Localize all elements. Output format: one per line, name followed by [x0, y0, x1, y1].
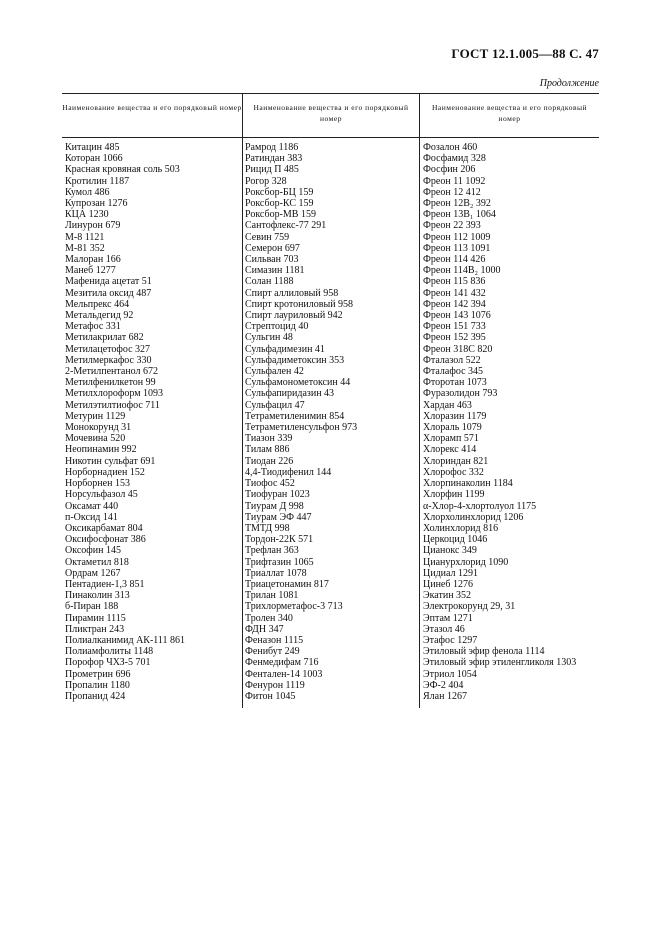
substance-entry: Трифтазин 1065: [245, 556, 314, 568]
substance-entry: Кротилин 1187: [65, 175, 130, 187]
substance-entry: Метилмеркафос 330: [65, 354, 152, 366]
substance-entry: Ялан 1267: [423, 690, 467, 702]
substance-entry: Сильван 703: [245, 254, 299, 266]
substance-entry: ФДН 347: [245, 623, 284, 635]
substance-entry: Хлоразин 1179: [423, 410, 487, 422]
substance-entry: Никотин сульфат 691: [65, 455, 156, 467]
substance-entry: Этафос 1297: [423, 634, 478, 646]
substance-entry: Метафос 331: [65, 321, 121, 333]
substance-entry: Фреон 114 426: [423, 254, 486, 266]
substance-entry: Сульфацил 47: [245, 399, 305, 411]
substance-entry: Тиодан 226: [245, 455, 294, 467]
substance-entry: Купрозан 1276: [65, 198, 128, 210]
substance-entry: Метурин 1129: [65, 410, 126, 422]
substance-entry: Рамрод 1186: [245, 142, 299, 153]
substance-entry: Фреон 141 432: [423, 287, 486, 299]
substance-entry: Сульфапиридазин 43: [245, 388, 335, 400]
substance-entry: Сульгин 48: [245, 332, 293, 344]
substance-entry: Фталафос 345: [423, 366, 484, 378]
substance-entry: Линурон 679: [65, 220, 121, 232]
substance-table: [62, 93, 599, 708]
substance-entry: Семерон 697: [245, 242, 300, 254]
substance-entry: Фосфин 206: [423, 164, 476, 176]
substance-entry: α-Хлор-4-хлортолуол 1175: [423, 500, 537, 512]
substance-entry: Цидиал 1291: [423, 567, 479, 579]
substance-entry: Полиамфолиты 1148: [65, 646, 154, 658]
substance-entry: Фосфамид 328: [423, 153, 486, 165]
substance-entry: Цианурхлорид 1090: [423, 556, 509, 568]
substance-entry: Эптам 1271: [423, 612, 473, 624]
substance-entry: Тролен 340: [245, 612, 293, 624]
substance-entry: Прометрин 696: [65, 668, 131, 680]
substance-entry: Оксикарбамат 804: [65, 522, 143, 534]
substance-entry: Ордрам 1267: [65, 567, 121, 579]
substance-entry: Мочевина 520: [65, 433, 126, 445]
substance-entry: ТМТД 998: [245, 522, 290, 534]
substance-entry: Цианокс 349: [423, 545, 477, 557]
substance-entry: Красная кровяная соль 503: [65, 164, 180, 176]
substance-entry: Норсульфазол 45: [65, 489, 138, 501]
column-divider-1: [242, 93, 243, 708]
substance-entry: Фреон 12 412: [423, 186, 481, 198]
substance-entry: Тиазон 339: [245, 433, 293, 445]
substance-entry: Норборнадиен 152: [65, 466, 145, 478]
substance-entry: Сульфадимезин 41: [245, 343, 325, 355]
substance-entry: Метилакрилат 682: [65, 332, 144, 344]
substance-entry: Сульфадиметоксин 353: [245, 354, 345, 366]
substance-entry: Фреон 11 1092: [423, 175, 486, 187]
substance-entry: Манеб 1277: [65, 265, 116, 277]
substance-entry: Фреон 318С 820: [423, 343, 493, 355]
substance-entry: Хлорофос 332: [423, 466, 484, 478]
substance-entry: Этриол 1054: [423, 668, 477, 680]
substance-entry: Хлорамп 571: [423, 433, 479, 445]
substance-entry: Норборнен 153: [65, 478, 130, 490]
substance-entry: КЦА 1230: [65, 209, 109, 221]
substance-entry: Хлорхолинхлорид 1206: [423, 511, 524, 523]
column-header-2: Наименование вещества и его порядковый номер: [253, 103, 409, 123]
substance-entry: М-81 352: [65, 242, 105, 254]
column-header-1: Наименование вещества и его порядковый номер: [62, 103, 242, 112]
substance-entry: Мезитила оксид 487: [65, 287, 152, 299]
substance-entry: Хлорекс 414: [423, 444, 477, 456]
substance-entry: Фреон 143 1076: [423, 310, 491, 322]
substance-entry: Роксбор-МВ 159: [245, 209, 316, 221]
substance-entry: Трилан 1081: [245, 590, 299, 602]
substance-entry: Этиловый эфир фенола 1114: [423, 646, 545, 658]
substance-entry: Пентадиен-1,3 851: [65, 578, 145, 590]
continuation-label: Продолжение: [539, 78, 599, 89]
column-divider-2: [419, 93, 420, 708]
substance-entry: б-Пиран 188: [65, 601, 119, 613]
substance-entry: Монокорунд 31: [65, 422, 132, 434]
substance-entry: Хардан 463: [423, 399, 472, 411]
substance-column-2: [245, 142, 418, 702]
substance-entry: Фозалон 460: [423, 142, 478, 153]
substance-entry: Метилфенилкетон 99: [65, 377, 156, 389]
substance-entry: Триаллат 1078: [245, 567, 307, 579]
substance-entry: Мафенида ацетат 51: [65, 276, 152, 288]
substance-entry: Фуразолидон 793: [423, 388, 498, 400]
substance-entry: Метилацетофос 327: [65, 343, 151, 355]
substance-entry: Мельпрекс 464: [65, 298, 130, 310]
substance-entry: Ратиндан 383: [245, 153, 303, 165]
substance-entry: Пликтран 243: [65, 623, 125, 635]
substance-entry: Пирамин 1115: [65, 612, 126, 624]
column-header-3: Наименование вещества и его порядковый номер: [431, 103, 588, 123]
substance-entry: Пропанид 424: [65, 690, 126, 702]
substance-entry: Оксифосфонат 386: [65, 534, 146, 546]
substance-entry: Фентален-14 1003: [245, 668, 323, 680]
substance-entry: Трихлорметафос-3 713: [245, 601, 343, 613]
substance-entry: Тиурам ЭФ 447: [245, 511, 312, 523]
substance-entry: Электрокорунд 29, 31: [423, 601, 516, 613]
substance-entry: Порофор ЧХЗ-5 701: [65, 657, 151, 669]
substance-entry: Экатин 352: [423, 590, 472, 602]
substance-entry: Фенурон 1119: [245, 679, 305, 691]
substance-entry: Тордон-22К 571: [245, 534, 314, 546]
substance-entry: Метилхлороформ 1093: [65, 388, 164, 400]
substance-entry: Хлориндан 821: [423, 455, 489, 467]
substance-entry: Фреон 112 1009: [423, 231, 491, 243]
substance-entry: 2-Метилпентанол 672: [65, 366, 159, 378]
substance-column-3: [423, 142, 599, 702]
substance-entry: Фитон 1045: [245, 690, 296, 702]
substance-entry: Фреон 22 393: [423, 220, 481, 232]
substance-entry: Пропалин 1180: [65, 679, 130, 691]
substance-entry: Рицид П 485: [245, 164, 299, 176]
substance-entry: Фторотан 1073: [423, 377, 487, 389]
substance-entry: Сантофлекс-77 291: [245, 220, 327, 232]
substance-entry: Рогор 328: [245, 175, 287, 187]
substance-entry: Пинаколин 313: [65, 590, 130, 602]
substance-entry: Малоран 166: [65, 254, 121, 266]
substance-column-1: [65, 142, 241, 702]
substance-entry: Церкоцид 1046: [423, 534, 488, 546]
substance-entry: Роксбор-БЦ 159: [245, 186, 314, 198]
substance-entry: 4,4-Тиодифенил 144: [245, 466, 332, 478]
substance-entry: Симазин 1181: [245, 265, 305, 277]
substance-entry: Фреон 12В₂ 392: [423, 198, 491, 210]
substance-entry: Оксофин 145: [65, 545, 121, 557]
substance-entry: Тиофос 452: [245, 478, 295, 490]
substance-entry: Спирт аллиловый 958: [245, 287, 339, 299]
substance-entry: Сульфамонометоксин 44: [245, 377, 351, 389]
substance-entry: Фенмедифам 716: [245, 657, 319, 669]
substance-entry: Полиалканимид АК-111 861: [65, 634, 186, 646]
substance-entry: Которан 1066: [65, 153, 123, 165]
substance-entry: Фреон 114В₂ 1000: [423, 265, 501, 277]
substance-entry: Фталазол 522: [423, 354, 481, 366]
substance-entry: Тилам 886: [245, 444, 290, 456]
substance-entry: Фреон 113 1091: [423, 242, 491, 254]
substance-entry: Роксбор-КС 159: [245, 198, 314, 210]
substance-entry: Китацин 485: [65, 142, 120, 153]
substance-entry: Этиловый эфир этиленгликоля 1303: [423, 657, 577, 669]
substance-entry: ЭФ-2 404: [423, 679, 464, 691]
substance-entry: Тиофуран 1023: [245, 489, 310, 501]
substance-entry: Неопинамин 992: [65, 444, 137, 456]
substance-entry: Фреон 13В₁ 1064: [423, 209, 496, 221]
substance-entry: Фреон 152 395: [423, 332, 486, 344]
substance-entry: Тетраметиленсульфон 973: [245, 422, 358, 434]
substance-entry: Трефлан 363: [245, 545, 299, 557]
substance-entry: Цинеб 1276: [423, 578, 473, 590]
substance-entry: Метилэтилтиофос 711: [65, 399, 160, 411]
substance-entry: Этазол 46: [423, 623, 465, 635]
substance-entry: Сульфален 42: [245, 366, 304, 378]
substance-entry: Тетраметиленимин 854: [245, 410, 345, 422]
substance-entry: Фреон 151 733: [423, 321, 486, 333]
substance-entry: Спирт кротониловый 958: [245, 298, 354, 310]
substance-entry: Спирт лауриловый 942: [245, 310, 343, 322]
substance-entry: Метальдегид 92: [65, 310, 134, 322]
substance-entry: п-Оксид 141: [65, 511, 118, 523]
substance-entry: Севин 759: [245, 231, 290, 243]
substance-entry: Тиурам Д 998: [245, 500, 304, 512]
substance-entry: Фреон 142 394: [423, 298, 486, 310]
page-header-title: ГОСТ 12.1.005—88 С. 47: [451, 46, 599, 61]
substance-entry: Хлорпинаколин 1184: [423, 478, 513, 490]
substance-entry: Хлораль 1079: [423, 422, 482, 434]
substance-entry: Октаметил 818: [65, 556, 129, 568]
substance-entry: Триацетонамин 817: [245, 578, 329, 590]
substance-entry: Фенибут 249: [245, 646, 300, 658]
substance-entry: Феназон 1115: [245, 634, 304, 646]
substance-entry: Кумол 486: [65, 186, 110, 198]
substance-entry: Стрептоцид 40: [245, 321, 309, 333]
substance-entry: Солан 1188: [245, 276, 294, 288]
table-header-rule: [62, 137, 599, 138]
substance-entry: М-8 1121: [65, 231, 105, 243]
substance-entry: Хлорфин 1199: [423, 489, 485, 501]
substance-entry: Фреон 115 836: [423, 276, 486, 288]
substance-entry: Оксамат 440: [65, 500, 119, 512]
table-top-rule: [62, 93, 599, 94]
substance-entry: Холинхлорид 816: [423, 522, 499, 534]
